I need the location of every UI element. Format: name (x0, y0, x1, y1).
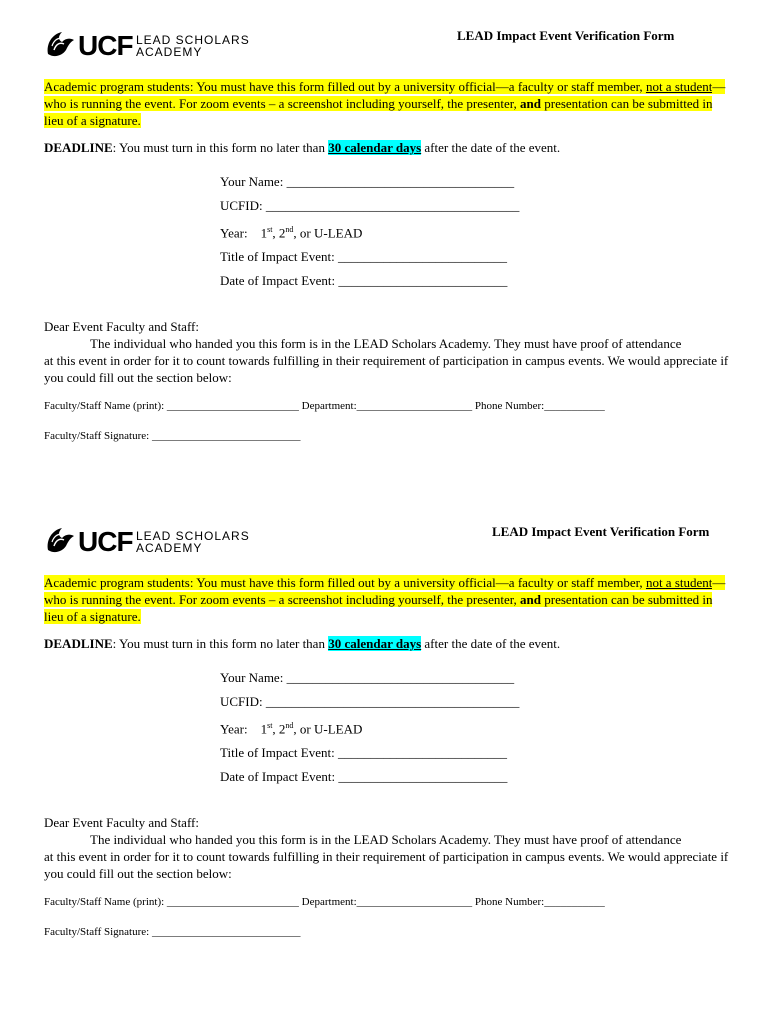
name-field[interactable]: Your Name: ___________________________________ (220, 670, 515, 685)
year-1: 1 (260, 721, 268, 737)
year-rest: , or U-LEAD (293, 225, 363, 241)
form-title: LEAD Impact Event Verification Form (457, 28, 675, 43)
student-fields (220, 170, 519, 293)
deadline-line (44, 140, 560, 156)
year-2-sup: nd (285, 225, 294, 234)
notice-text-1: Academic program students: You must have this form filled out by a university official—a faculty or staff member, (44, 79, 646, 94)
letter-greeting: Dear Event Faculty and Staff: (44, 815, 199, 830)
notice-text-3: presentation can be submitted in lieu of a signature. (44, 96, 713, 128)
year-2: , 2 (272, 721, 286, 737)
pegasus-icon (44, 524, 76, 556)
letter-body-first: The individual who handed you this form is in the LEAD Scholars Academy. They must have proof of attendance (90, 336, 682, 351)
logo-academy: ACADEMY (136, 541, 203, 555)
deadline-label: DEADLINE (44, 140, 113, 155)
letter-paragraph (44, 318, 734, 386)
letter-paragraph (44, 814, 734, 882)
ucf-logo (44, 524, 250, 564)
year-label: Year: (220, 225, 248, 241)
notice-paragraph (44, 574, 728, 625)
notice-and: and (520, 592, 541, 607)
deadline-text-1: : You must turn in this form no later than (112, 140, 329, 155)
notice-not-a-student: not a student (645, 575, 713, 590)
year-field[interactable] (220, 218, 519, 245)
year-2-sup: nd (285, 721, 294, 730)
logo-lead-scholars: LEAD SCHOLARS (136, 529, 250, 543)
logo-lead-scholars: LEAD SCHOLARS (136, 33, 250, 47)
event-title-field[interactable]: Title of Impact Event: __________________________ (220, 745, 507, 761)
notice-text-3: presentation can be submitted in lieu of a signature. (44, 592, 713, 624)
deadline-text-1: : You must turn in this form no later than (112, 636, 329, 651)
letter-body-rest: at this event in order for it to count towards fulfilling in their requirement of participation in campus events. We would appreciate if you could fill out the section below: (44, 353, 729, 385)
year-rest: , or U-LEAD (293, 721, 363, 737)
faculty-name-line[interactable]: Faculty/Staff Name (print): ________________________ Department:_____________________ Phone Number:___________ (44, 896, 605, 908)
faculty-signature-line[interactable]: Faculty/Staff Signature: ___________________________ (44, 430, 301, 442)
ucf-logo (44, 28, 250, 68)
event-date-field[interactable]: Date of Impact Event: __________________________ (220, 273, 508, 289)
verification-form-1 (0, 28, 770, 528)
name-field[interactable]: Your Name: ___________________________________ (220, 174, 515, 189)
deadline-label: DEADLINE (44, 636, 113, 651)
logo-ucf-text: UCF (78, 526, 133, 557)
notice-text-1: Academic program students: You must have this form filled out by a university official—a faculty or staff member, (44, 575, 646, 590)
deadline-line (44, 636, 560, 652)
letter-body-first: The individual who handed you this form is in the LEAD Scholars Academy. They must have proof of attendance (90, 832, 682, 847)
notice-text-2: —who is running the event. For zoom events – a screenshot including yourself, the presenter, (44, 575, 726, 607)
year-1-sup: st (267, 721, 273, 730)
notice-and: and (520, 96, 541, 111)
verification-form-2 (0, 524, 770, 1024)
student-fields (220, 666, 519, 789)
year-label: Year: (220, 721, 248, 737)
year-2: , 2 (272, 225, 286, 241)
event-title-field[interactable]: Title of Impact Event: __________________________ (220, 249, 507, 265)
year-field[interactable] (220, 714, 519, 741)
event-date-field[interactable]: Date of Impact Event: __________________________ (220, 769, 508, 785)
logo-ucf-text: UCF (78, 30, 133, 61)
notice-text-2: —who is running the event. For zoom events – a screenshot including yourself, the presenter, (44, 79, 726, 111)
pegasus-icon (44, 28, 76, 60)
notice-paragraph (44, 78, 728, 129)
letter-body-rest: at this event in order for it to count towards fulfilling in their requirement of participation in campus events. We would appreciate if you could fill out the section below: (44, 849, 729, 881)
form-title: LEAD Impact Event Verification Form (492, 524, 710, 539)
deadline-text-2: after the date of the event. (421, 636, 561, 651)
year-1-sup: st (267, 225, 273, 234)
logo-academy: ACADEMY (136, 45, 203, 59)
deadline-text-2: after the date of the event. (421, 140, 561, 155)
notice-not-a-student: not a student (645, 79, 713, 94)
year-1: 1 (260, 225, 268, 241)
deadline-days: 30 calendar days (328, 140, 422, 155)
letter-greeting: Dear Event Faculty and Staff: (44, 319, 199, 334)
deadline-days: 30 calendar days (328, 636, 422, 651)
faculty-name-line[interactable]: Faculty/Staff Name (print): ________________________ Department:_____________________ Phone Number:___________ (44, 400, 605, 412)
ucfid-field[interactable]: UCFID: _______________________________________ (220, 694, 520, 709)
ucfid-field[interactable]: UCFID: _______________________________________ (220, 198, 520, 213)
faculty-signature-line[interactable]: Faculty/Staff Signature: ___________________________ (44, 926, 301, 938)
